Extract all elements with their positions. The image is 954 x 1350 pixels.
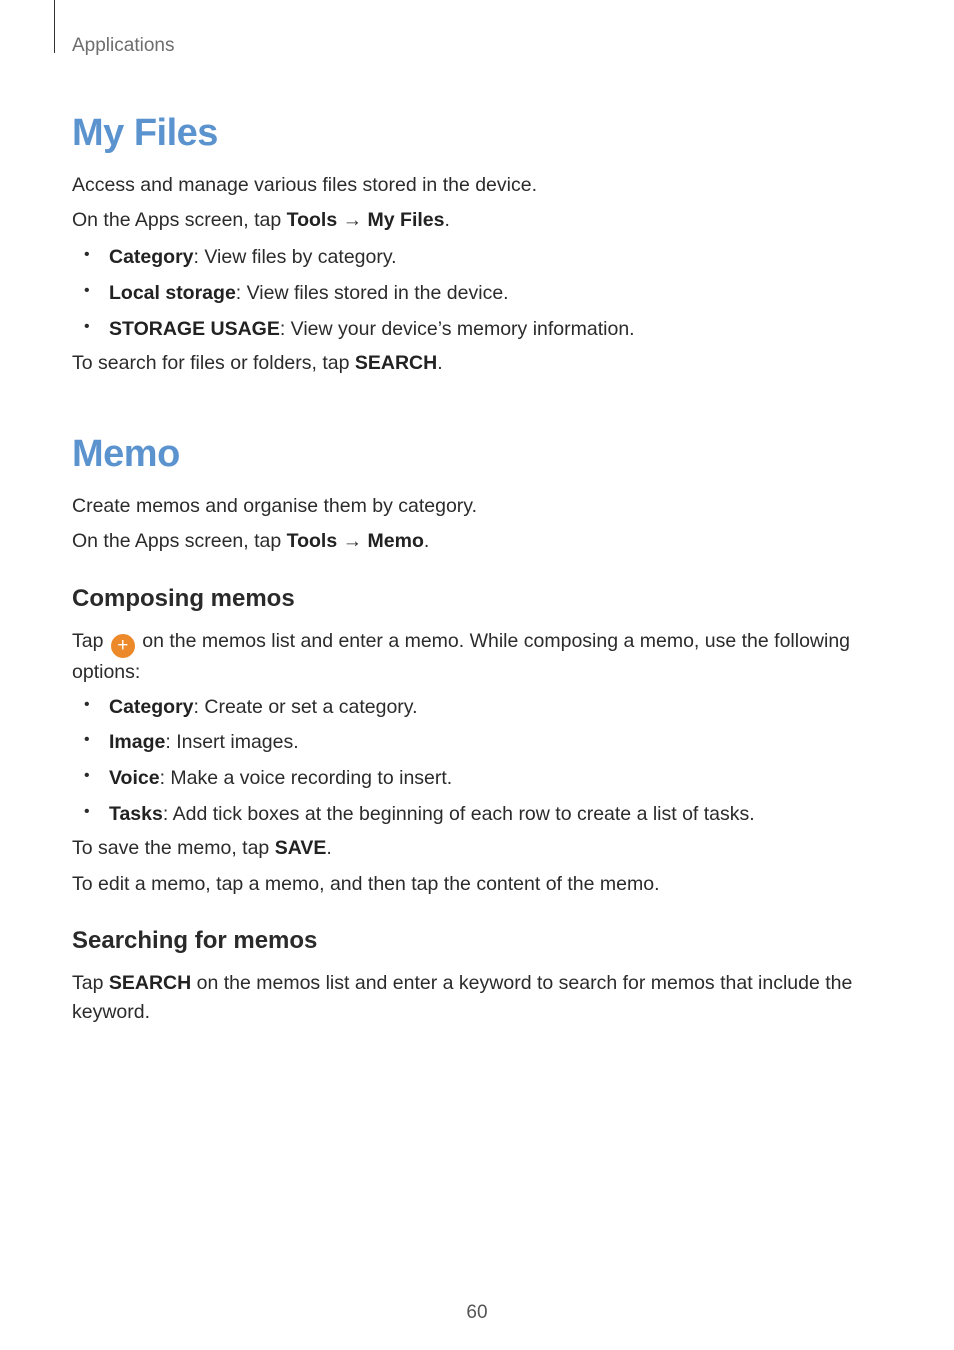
period: . [444,209,450,231]
path-tools: Tools [286,209,338,231]
running-header: Applications [72,35,175,56]
search-term: SEARCH [108,972,192,994]
bullet-term: Voice [109,767,160,789]
my-files-title: My Files [72,112,218,154]
save-term: SAVE [274,837,327,859]
bullet-dot: • [84,803,90,820]
path-prefix: On the Apps screen, tap [72,209,287,231]
search-term: SEARCH [354,352,438,374]
search-prefix: To search for files or folders, tap [72,352,355,374]
bullet-term: Category [109,696,194,718]
bullet-desc: : Create or set a category. [193,696,418,718]
bullet-desc: : View files stored in the device. [235,282,509,304]
path-tools: Tools [286,530,338,552]
bullet-desc: : Add tick boxes at the beginning of each row to create a list of tasks. [162,803,755,825]
bullet-term: STORAGE USAGE [109,318,280,340]
search-rest: on the memos list and enter a keyword to search for memos that include the keyword. [72,972,853,1023]
my-files-path [72,206,872,235]
tap-prefix: Tap [72,630,109,652]
save-instruction [72,834,872,863]
memo-title: Memo [72,433,180,475]
searching-memos-heading: Searching for memos [72,927,318,954]
tap-prefix: Tap [72,972,109,994]
composing-memos-heading: Composing memos [72,585,295,612]
memo-path [72,527,872,556]
bullet-term: Category [109,246,194,268]
path-arrow: → [337,530,368,552]
path-arrow: → [337,209,368,231]
bullet-dot: • [84,731,90,748]
page-number: 60 [466,1302,488,1323]
bullet-dot: • [84,696,90,713]
bullet-desc: : View your device’s memory information. [279,318,635,340]
bullet-desc: : View files by category. [193,246,397,268]
bullet-term: Local storage [109,282,236,304]
bullet-dot: • [84,767,90,784]
searching-instructions [72,969,862,1027]
my-files-intro: Access and manage various files stored in the device. [72,174,538,196]
composing-intro [72,627,862,687]
path-target: Memo [367,530,424,552]
period: . [423,530,430,552]
period: . [437,352,443,374]
bullet-dot: • [84,318,90,335]
bullet-dot: • [84,282,90,299]
edit-instruction: To edit a memo, tap a memo, and then tap the content of the memo. [72,873,660,895]
margin-rule [54,0,55,53]
path-target: My Files [367,209,445,231]
bullet-desc: : Insert images. [165,731,299,753]
bullet-dot: • [84,246,90,263]
memo-intro: Create memos and organise them by category. [72,495,478,517]
plus-circle-icon: + [111,634,135,658]
my-files-search-tip [72,349,872,378]
save-prefix: To save the memo, tap [72,837,275,859]
composing-instructions: on the memos list and enter a memo. While composing a memo, use the following options: [72,630,851,683]
bullet-desc: : Make a voice recording to insert. [159,767,453,789]
bullet-term: Tasks [109,803,163,825]
path-prefix: On the Apps screen, tap [72,530,287,552]
period: . [326,837,332,859]
bullet-term: Image [109,731,166,753]
